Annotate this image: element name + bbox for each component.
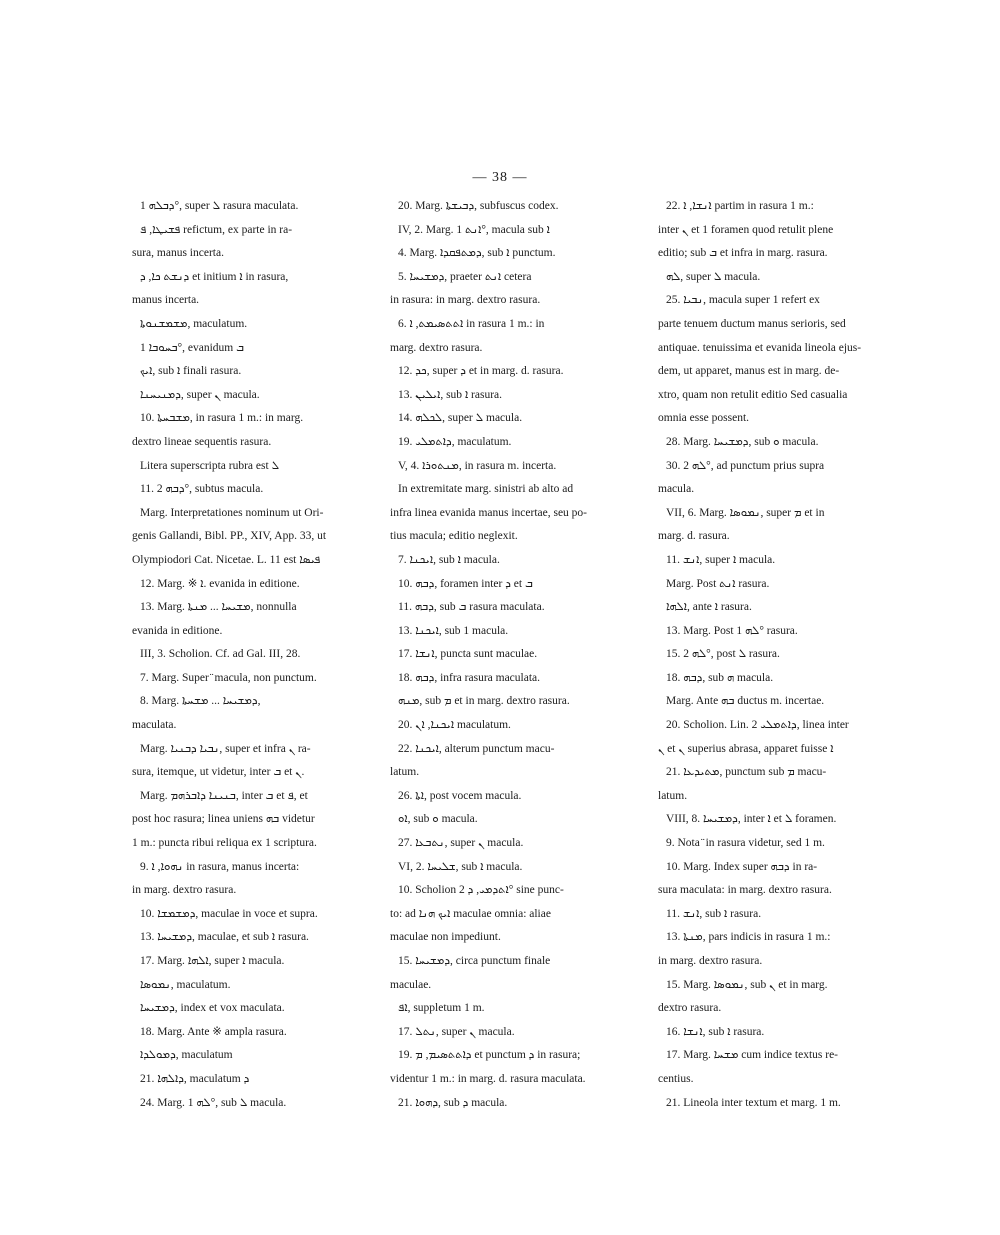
text-line: tius macula; editio neglexit. [390,530,518,543]
column-right [658,195,878,1115]
text-line: latum. [390,766,420,779]
text-line: 15. ܠܗ 2°, post ܠ rasura. [666,648,780,661]
text-line: 19. ܕܐܬܬܣܝܡ, ܡ et punctum ܕ in rasura; [398,1049,581,1062]
text-line: ܕܡܢܝܚܢܐ, super ܢ macula. [140,388,260,401]
text-line: 11. ܕܒܗ, sub ܒ rasura maculata. [398,601,545,614]
text-line: 18. ܕܒܗ, infra rasura maculata. [398,671,541,684]
text-line: 17. ܢܬܠ, super ܢ macula. [398,1025,515,1038]
text-line: 10. Marg. Index super ܕܒܗ in ra- [666,860,818,873]
text-line: 14. ܠܟܠܗ, super ܠ macula. [398,412,523,425]
text-line: marg. d. rasura. [658,530,730,543]
text-line: VIII, 8. ܕܡܫܝܚܐ, inter ܐ et ܠ foramen. [666,813,837,826]
text-line: 4. Marg. ܕܡܬܦܩܕܐ, sub ܐ punctum. [398,247,556,260]
text-line: ܐܦ, suppletum 1 m. [398,1002,485,1015]
text-line: 21. ܡܬܝܕܥܐ, punctum sub ܡ macu- [666,766,827,779]
text-line: 18. Marg. Ante ※ ampla rasura. [140,1025,287,1038]
text-line: 13. ܐܝܟܢܐ, sub 1 macula. [398,624,509,637]
text-line: ܢ et ܢ superius abrasa, apparet fuisse ܐ [658,742,834,755]
text-line: in marg. dextro rasura. [132,884,237,897]
text-line: 21. ܕܗܘܐ, sub ܕ macula. [398,1096,508,1109]
text-line: 13. Marg. ܡܫܝܚܐ ... ܡܢܬܐ, nonnulla [140,601,297,614]
text-line: Marg. ܒܢܝܢܐ ܕܐܒܪܗܡ, inter ܒ et ܦ, et [140,789,308,802]
text-line: ܕܡܫܝܚܐ, index et vox maculata. [140,1002,285,1015]
text-line: 20. ܐܝܟܢܐ, ܐܢ maculatum. [398,719,511,732]
text-line: In extremitate marg. sinistri ab alto ad [398,483,574,496]
text-line: macula. [658,483,695,496]
text-line: sura maculata: in marg. dextro rasura. [658,884,832,897]
text-line: 12. Marg. ※ ܐ. evanida in editione. [140,577,300,590]
text-line: 13. Marg. Post ܠܗ 1° rasura. [666,624,798,637]
text-line: III, 3. Scholion. Cf. ad Gal. III, 28. [140,648,301,661]
text-line: ܡܫܡܫܢܘܬܐ, maculatum. [140,317,248,330]
text-line: 9. Nota ̈ in rasura videtur, sed 1 m. [666,837,825,850]
text-line: ܦܫܝܛܐ, ܦ refictum, ex parte in ra- [140,223,293,236]
text-line: 20. Marg. ܕܒܝܫܬܐ, subfuscus codex. [398,200,559,212]
text-line: 1 m.: puncta ribui reliqua ex 1 scriptura. [132,837,317,850]
text-line: 22. ܐܝܟܢܐ, alterum punctum macu- [398,742,555,755]
text-line: 9. ܢܗܘܐ, ܐ in rasura, manus incerta: [140,860,300,873]
text-line: 10. ܕܡܫܡܫܐ, maculae in voce et supra. [140,907,318,920]
text-line: 28. Marg. ܕܡܫܝܚܐ, sub ܘ macula. [666,435,819,448]
text-line: 11. ܕܒܗ 2°, subtus macula. [140,483,264,496]
text-line: 18. ܕܒܗ, sub ܗ macula. [666,671,774,684]
text-line: 17. Marg. ܡܫܚܐ cum indice textus re- [666,1049,839,1062]
text-line: 12. ܟܕ, super ܕ et in marg. d. rasura. [398,365,564,378]
text-line: parte tenuem ductum manus serioris, sed [658,317,846,330]
text-line: videntur 1 m.: in marg. d. rasura maculata. [390,1072,586,1085]
text-line: post hoc rasura; linea uniens ܒܗ videtur [132,813,315,826]
text-line: xtro, quam non retulit editio Sed casualia [658,388,848,401]
text-line: ܐܘ, sub ܘ macula. [398,813,478,826]
text-line: 17. Marg. ܐܠܗܐ, super ܐ macula. [140,955,285,967]
text-line: Marg. Ante ܒܗ ductus m. incertae. [666,695,825,708]
text-line: to: ad ܐܝܟ ܗܢܐ maculae omnia: aliae [390,907,551,920]
text-line: V, 4. ܡܢܬܘܪܐ, in rasura m. incerta. [398,459,557,472]
text-line: 19. ܕܐܬܡܠܝ, maculatum. [398,435,512,448]
column-left [132,195,352,1115]
text-line: ܢܡܘܣܐ, maculatum. [140,978,231,991]
text-line: 11. ܐܢܫ, sub ܐ rasura. [666,907,762,920]
text-line: manus incerta. [132,294,200,307]
text-line: 13. ܡܢܬܐ, pars indicis in rasura 1 m.: [666,931,831,944]
text-line: dextro lineae sequentis rasura. [132,435,272,448]
text-line: editio; sub ܒ et infra in marg. rasura. [658,247,828,260]
text-line: 22. ܐܢܫܐ, ܐ partim in rasura 1 m.: [666,200,814,212]
text-line: 10. ܡܫܒܚܬܐ, in rasura 1 m.: in marg. [140,412,304,425]
text-line: Litera superscripta rubra est ܠ [140,459,280,472]
text-line: VI, 2. ܫܠܝܚܐ, sub ܐ macula. [398,860,523,873]
text-line: genis Gallandi, Bibl. PP., XIV, App. 33, ut [132,530,327,543]
text-line: 17. ܐܢܫܐ, puncta sunt maculae. [398,648,538,661]
text-line: 7. Marg. Super ̈ macula, non punctum. [140,671,317,684]
text-line: Marg. Post ܐܢܬ rasura. [666,577,770,590]
text-line: in rasura: in marg. dextro rasura. [390,294,541,307]
text-line: omnia esse possent. [658,412,750,425]
text-line: ܠܗ, super ܠ macula. [666,270,761,283]
text-line: 30. ܠܗ 2°, ad punctum prius supra [666,459,825,472]
text-line: 27. ܢܬܒܥܐ, super ܢ macula. [398,837,524,850]
text-line: ܕܒܠܗ 1°, super ܠ rasura maculata. [140,200,299,212]
text-line: 7. ܐܝܟܢܐ, sub ܐ macula. [398,553,500,566]
text-line: 11. ܐܢܫ, super ܐ macula. [666,553,776,566]
text-line: infra linea evanida manus incertae, seu po- [390,506,588,519]
text-line: 13. ܐܝܠܝܢ, sub ܐ rasura. [398,388,503,401]
text-line: sura, manus incerta. [132,247,224,260]
text-line: in marg. dextro rasura. [658,955,763,967]
text-line: ܒܚܘܒܐ 1°, evanidum ܒ [140,341,244,354]
text-line: ܐܠܗܐ, ante ܐ rasura. [666,601,752,614]
text-line: 13. ܕܡܫܝܚܐ, maculae, et sub ܐ rasura. [140,931,309,944]
text-line: dem, ut apparet, manus est in marg. de- [658,365,840,378]
text-line: VII, 6. Marg. ܢܡܘܣܐ, super ܡ et in [666,506,825,519]
text-line: Olympiodori Cat. Nicetae. L. 11 est ܦܝܣܐ [132,553,321,566]
text-line: ܡܢܗ, sub ܡ et in marg. dextro rasura. [398,695,570,708]
text-line: maculae. [390,978,432,991]
text-line: 26. ܐܬܐ, post vocem macula. [398,789,522,802]
text-line: sura, itemque, ut videtur, inter ܒ et ܢ. [132,766,305,779]
text-line: maculata. [132,719,177,732]
text-line: dextro rasura. [658,1002,722,1015]
text-line: maculae non impediunt. [390,931,501,944]
text-line: Marg. Interpretationes nominum ut Ori- [140,506,324,519]
text-line: ܐܝܟ, sub ܐ finali rasura. [140,365,242,378]
text-line: ܕܡܘܠܕܐ, maculatum [140,1049,233,1062]
text-line: 6. ܐܬܬܣܝܡܬ, ܐ in rasura 1 m.: in [398,317,545,330]
text-line: 10. ܕܒܗ, foramen inter ܕ et ܒ [398,577,533,590]
text-line: 8. Marg. ܕܡܫܝܚܐ ... ܡܫܚܬܐ, [140,695,261,708]
page-number: — 38 — [472,170,528,185]
text-line: 20. Scholion. Lin. 2 ܕܐܬܡܠܝ, linea inter [666,719,849,732]
text-line: IV, 2. Marg. ܐܢܬ 1°, macula sub ܐ [398,223,550,236]
text-line: centius. [658,1072,694,1085]
text-line: 25. ܢܒܝܐ, macula super 1 refert ex [666,294,820,307]
text-line: marg. dextro rasura. [390,341,483,354]
text-line: 15. ܕܡܫܝܚܐ, circa punctum finale [398,955,551,967]
text-line: evanida in editione. [132,624,223,637]
text-line: 16. ܐܢܫܐ, sub ܐ rasura. [666,1025,765,1038]
column-middle [390,195,610,1115]
text-line: inter ܢ et 1 foramen quod retulit plene [658,223,834,236]
text-line: 10. Scholion ܐܬܕܡܝ, ܕ 2° sine punc- [398,884,564,897]
text-line: ܕܢܫܬ ܟܐ, ܕ et initium ܐ in rasura, [140,270,289,283]
text-line: 15. Marg. ܢܡܘܣܐ, sub ܢ et in marg. [666,978,828,991]
text-line: 5. ܕܡܫܝܚܐ, praeter ܐܢܬ cetera [398,270,532,283]
text-line: 21. Lineola inter textum et marg. 1 m. [666,1096,841,1109]
text-line: latum. [658,789,688,802]
text-line: 24. Marg. ܠܗ 1°, sub ܠ macula. [140,1096,287,1109]
text-line: antiquae. tenuissima et evanida lineola ejus- [658,341,862,354]
text-line: 21. ܕܐܠܗܐ, maculatum ܕ [140,1072,250,1085]
text-line: Marg. ܢܒܝܐ ܕܒܢܝܐ, super et infra ܢ ra- [140,742,311,755]
